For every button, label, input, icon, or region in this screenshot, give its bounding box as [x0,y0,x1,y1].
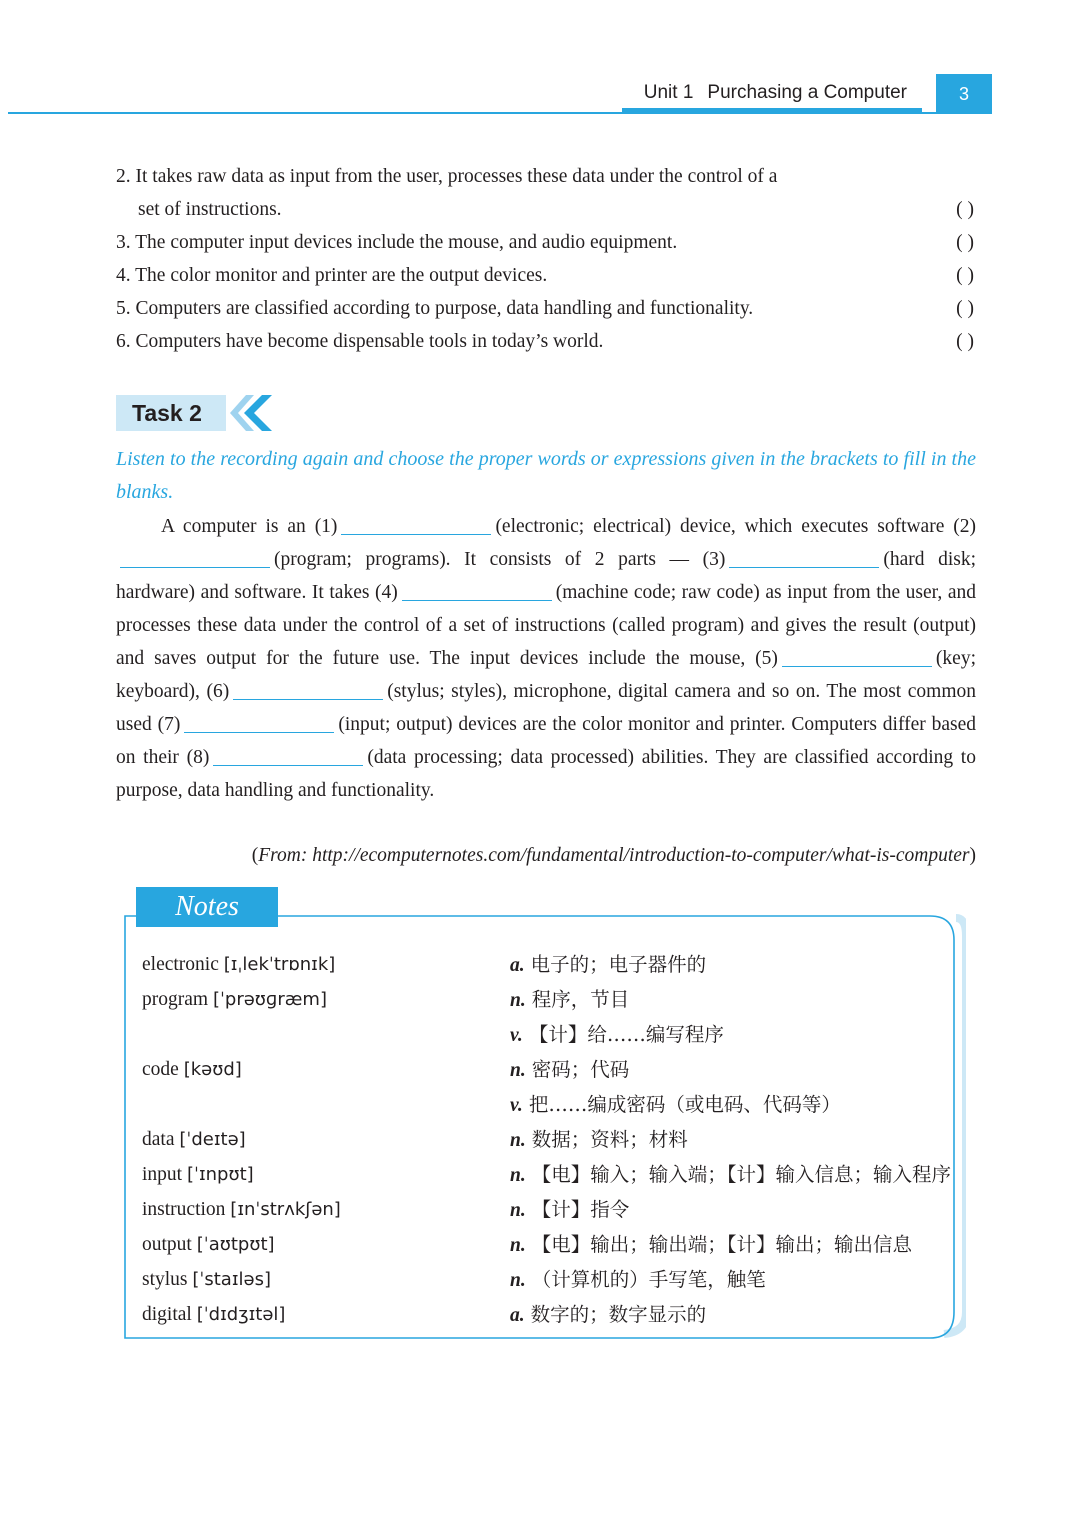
note-headword: code [142,1059,179,1080]
answer-blank-6[interactable] [233,698,383,700]
statement-text: 5. Computers are classified according to purpose, data handling and functionality. [116,298,754,319]
answer-blank-1[interactable] [341,533,491,535]
answer-parentheses: ( ) [956,232,974,253]
note-definition [510,947,706,983]
statement-line [116,160,976,193]
statement-line [116,193,976,226]
part-of-speech: n. [510,1060,526,1081]
statement-text: 3. The computer input devices include the mouse, and audio equipment. [116,232,678,253]
note-headword: output [142,1234,192,1255]
source-close-paren: ) [969,845,976,866]
note-headword: program [142,989,209,1010]
note-row [140,1262,940,1297]
note-definition [510,982,629,1018]
note-phonetic: [ɪnˈstrʌkʃən] [230,1199,341,1220]
note-definition [510,1122,688,1158]
definition-text: （计算机的）手写笔，触笔 [531,1268,766,1291]
note-definition [510,1297,706,1333]
task-label: Task 2 [132,400,202,426]
statement-line [116,325,976,358]
statement-text: 2. It takes raw data as input from the user, processes these data under the control of a [116,166,778,187]
statement-line [116,259,976,292]
note-row [140,1052,940,1087]
note-phonetic: [ˈprəʊɡræm] [212,989,327,1010]
note-headword: stylus [142,1269,188,1290]
source-open-paren: ( [251,845,259,866]
double-chevron-left-icon [224,393,280,433]
note-phonetic: [ˈdɪdʒɪtəl] [196,1304,286,1325]
note-word [142,947,335,982]
source-citation [116,839,976,872]
note-row [140,1122,940,1157]
definition-text: 【电】输出；输出端；【计】输出；输出信息 [531,1233,912,1256]
note-definition [510,1157,951,1193]
part-of-speech: n. [510,1165,526,1186]
note-phonetic: [ɪˌlekˈtrɒnɪk] [223,954,336,975]
definition-text: 密码；代码 [531,1058,630,1081]
note-definition [510,1262,766,1298]
true-false-statements [116,160,976,358]
header-rule [8,112,992,114]
answer-blank-5[interactable] [782,665,932,667]
definition-text: 数据；资料；材料 [531,1128,688,1151]
note-word [142,1157,254,1192]
note-headword: digital [142,1304,192,1325]
note-headword: data [142,1129,175,1150]
note-phonetic: [ˈdeɪtə] [179,1129,246,1150]
note-headword: instruction [142,1199,226,1220]
answer-blank-8[interactable] [213,764,363,766]
note-row [140,1192,940,1227]
definition-text: 数字的；数字显示的 [530,1303,707,1326]
answer-parentheses: ( ) [956,331,974,352]
statement-text: set of instructions. [138,199,282,220]
statement-text: 4. The color monitor and printer are the output devices. [116,265,548,286]
note-row [140,1297,940,1332]
note-row [140,1087,940,1122]
note-phonetic: [ˈɪnpʊt] [186,1164,254,1185]
part-of-speech: v. [510,1095,523,1116]
page-number: 3 [958,83,969,104]
passage-text: (hard disk; hardware) and software. It takes (4) [116,549,976,603]
passage-text: (input; output) devices are the color monitor and printer. Computers differ based on their (8) [116,714,976,768]
definition-text: 【计】指令 [531,1198,630,1221]
answer-parentheses: ( ) [956,199,974,220]
note-word [142,1262,271,1297]
note-row [140,947,940,982]
passage-text: (data processing; data processed) abilities. They are classified according to purpose, data handling and functionality. [116,747,976,801]
note-word [142,1052,242,1087]
passage-text: (program; programs). It consists of 2 parts — (3) [274,549,726,570]
part-of-speech: n. [510,1235,526,1256]
note-phonetic: [kəʊd] [183,1059,242,1080]
definition-text: 电子的；电子器件的 [530,953,707,976]
running-header [644,82,907,104]
note-word [142,1122,246,1157]
note-headword: electronic [142,954,219,975]
note-word [142,1192,341,1227]
note-headword: input [142,1164,183,1185]
task-instruction: Listen to the recording again and choose the proper words or expressions given in the brackets to fill in the blanks. [116,448,976,503]
note-definition [510,1052,629,1088]
passage-text: (electronic; electrical) device, which executes software (2) [495,516,977,537]
definition-text: 程序，节目 [531,988,630,1011]
statement-text: 6. Computers have become dispensable tools in today’s world. [116,331,604,352]
note-definition [510,1017,724,1053]
part-of-speech: n. [510,990,526,1011]
note-word [142,1227,275,1262]
note-row [140,982,940,1017]
notes-title: Notes [136,887,278,927]
unit-label: Unit 1 [643,82,694,103]
note-word [142,1297,285,1332]
source-prefix: From: [258,845,313,866]
note-definition [510,1227,912,1263]
source-url: http://ecomputernotes.com/fundamental/introduction-to-computer/what-is-computer [312,845,970,866]
part-of-speech: n. [510,1130,526,1151]
note-word [142,982,327,1017]
part-of-speech: n. [510,1270,526,1291]
note-phonetic: [ˈaʊtpʊt] [196,1234,275,1255]
part-of-speech: a. [510,955,525,976]
statement-line [116,226,976,259]
note-row [140,1227,940,1262]
note-row [140,1017,940,1052]
passage-text: A computer is an (1) [161,516,338,537]
note-row [140,1157,951,1192]
part-of-speech: a. [510,1305,525,1326]
answer-blank-7[interactable] [184,731,334,733]
answer-blank-2[interactable] [120,566,270,568]
header-accent-bar [622,108,922,112]
definition-text: 【计】给……编写程序 [528,1023,724,1046]
answer-blank-4[interactable] [402,599,552,601]
note-definition [510,1192,629,1228]
passage-text: (stylus; styles), microphone, digital camera and so on. The most common used (7) [116,681,976,735]
answer-parentheses: ( ) [956,265,974,286]
note-phonetic: [ˈstaɪləs] [192,1269,271,1290]
passage-text: (key; keyboard), (6) [116,648,976,702]
part-of-speech: v. [510,1025,523,1046]
part-of-speech: n. [510,1200,526,1221]
definition-text: 【电】输入；输入端；【计】输入信息；输入程序 [531,1163,951,1186]
definition-text: 把……编成密码（或电码、代码等） [528,1093,841,1116]
notes-list [140,947,951,1332]
fill-in-passage [116,510,976,807]
answer-parentheses: ( ) [956,298,974,319]
note-definition [510,1087,841,1123]
answer-blank-3[interactable] [729,566,879,568]
page-number-badge [936,74,992,114]
statement-line [116,292,976,325]
passage-text: (machine code; raw code) as input from the user, and processes these data under the control of a set of instructions (called program) and gives the result (output) and saves output for the future use. The input devices include the mouse, (5) [116,582,976,669]
unit-title: Purchasing a Computer [707,82,907,103]
